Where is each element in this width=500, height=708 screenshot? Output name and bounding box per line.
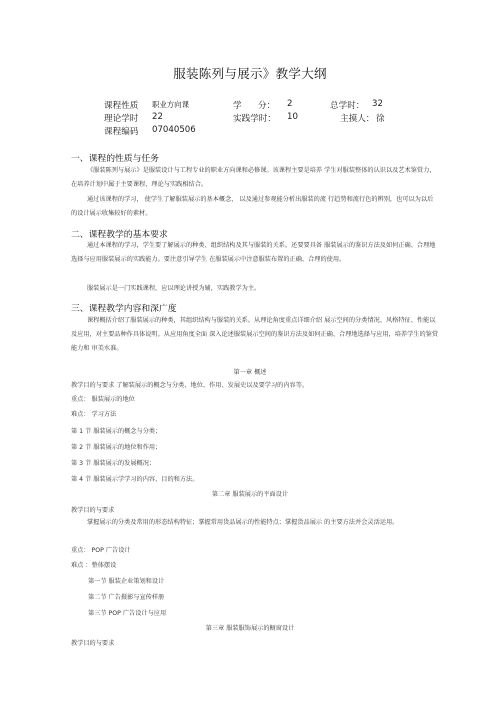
- credit-value: 2: [287, 99, 293, 109]
- course-nature-label: 课程性质: [104, 101, 139, 111]
- chapter1-title: 第一章 概述: [233, 369, 267, 376]
- course-nature-value: 职业方向课: [152, 100, 189, 109]
- section1-para1: 《服装陈列与展示》是服装设计与工程专业的职业方向课和必修课。该课程主要是培养 学生对服装整体的认识以及艺术鉴赏力，在培养计划中属于主要课程，理论与实践相结合。: [71, 167, 436, 189]
- chapter1-section: 第 4 节 服装展示学学习的内容、目的和方法。: [71, 476, 199, 483]
- chapter1-section: 第 2 节 服装展示的地位和作用；: [71, 444, 162, 451]
- credit-label: 学 分：: [233, 101, 276, 111]
- section3-para1: 课程概括介绍了服装展示的种类，其组织结构与服装的关系。从理论角度重点详细介绍 展示空间的分类情况、风格特征、性能以及应用，对主要品种作具体说明。从应用角度全面 深入论述服装展示空间的鉴识方法及如何正确、合理地选择与应用，培养学生的鉴赏能力和 审美水准。: [71, 317, 439, 353]
- chapter2-purpose-text: 掌握展示的分类及常用的形态结构特征；掌握常用货品展示的性能特点；掌握货品展示 的主要方法并会灵活运用。: [87, 519, 399, 526]
- section2-para1: 通过本课程的学习，学生要了解展示的种类、组织结构及其与服装的关系。还要要具备 服装展示的鉴识方法及如何正确、合理地选择与应用服装展示的实践能力。要注意引导学生 在服装展示中注意服装布置的正确、合理的使用。: [71, 242, 436, 264]
- chapter1-difficulty: 难点： 学习方法: [71, 411, 117, 418]
- theory-hours-label: 理论学时: [104, 114, 139, 124]
- chapter2-section: 第二节 广告摄影与宣传样册: [88, 594, 165, 601]
- section2-heading: 二、课程教学的基本要求: [71, 230, 168, 240]
- section3-heading: 三、课程教学内容和深广度: [71, 304, 177, 314]
- course-code-value: 07040506: [152, 125, 196, 135]
- chapter2-section: 第一节 服装企业策划和设计: [88, 578, 165, 585]
- lecturer-label: 主摸人：: [340, 114, 375, 124]
- lecturer-value: 徐: [376, 114, 385, 124]
- chapter1-key-point: 重点： 服装展示的地位: [71, 396, 135, 403]
- total-hours-label: 总学时：: [330, 101, 365, 111]
- chapter2-difficulty: 难点 ：整体摆设: [71, 562, 117, 569]
- chapter1-section: 第 3 节 服装展示的发展概况；: [71, 460, 156, 467]
- section2-para2: 服装展示是一门实践课程，应以理论讲授为辅，实践教学为主。: [87, 285, 261, 292]
- course-code-label: 课程编码: [104, 127, 139, 137]
- practice-hours-value: 10: [287, 112, 298, 122]
- chapter3-title: 第三章 服装服饰展示的橱窗设计: [205, 625, 295, 632]
- section1-heading: 一、课程的性质与任务: [71, 154, 159, 164]
- chapter1-purpose: 教学目的与要求 了解装展示的概念与分类、地位、作用、发展史以及要学习的内容等。: [71, 382, 309, 389]
- total-hours-value: 32: [372, 99, 383, 109]
- document-title: 服装陈列与展示》教学大纲: [173, 66, 327, 81]
- practice-hours-label: 实践学时：: [233, 114, 276, 124]
- chapter2-key-point: 重点： POP 广告设计: [71, 547, 131, 554]
- chapter2-title: 第二章 服装展示的平面设计: [211, 491, 289, 498]
- section1-para2: 通过该课程的学习， 使学生了解服装展示的基本概念， 以及通过参观能分析出服装的流 行趋势和流行色的辨别，也可以为以后的设计展示收集较好的素材。: [71, 196, 434, 218]
- theory-hours-value: 22: [152, 112, 163, 122]
- chapter3-purpose-label: 教学目的与要求: [71, 640, 115, 647]
- chapter2-section: 第三节 POP 广告设计与应用: [88, 610, 167, 617]
- chapter1-section: 第 1 节 服装展示的概念与分类；: [71, 428, 162, 435]
- chapter2-purpose-label: 教学目的与要求: [71, 507, 115, 514]
